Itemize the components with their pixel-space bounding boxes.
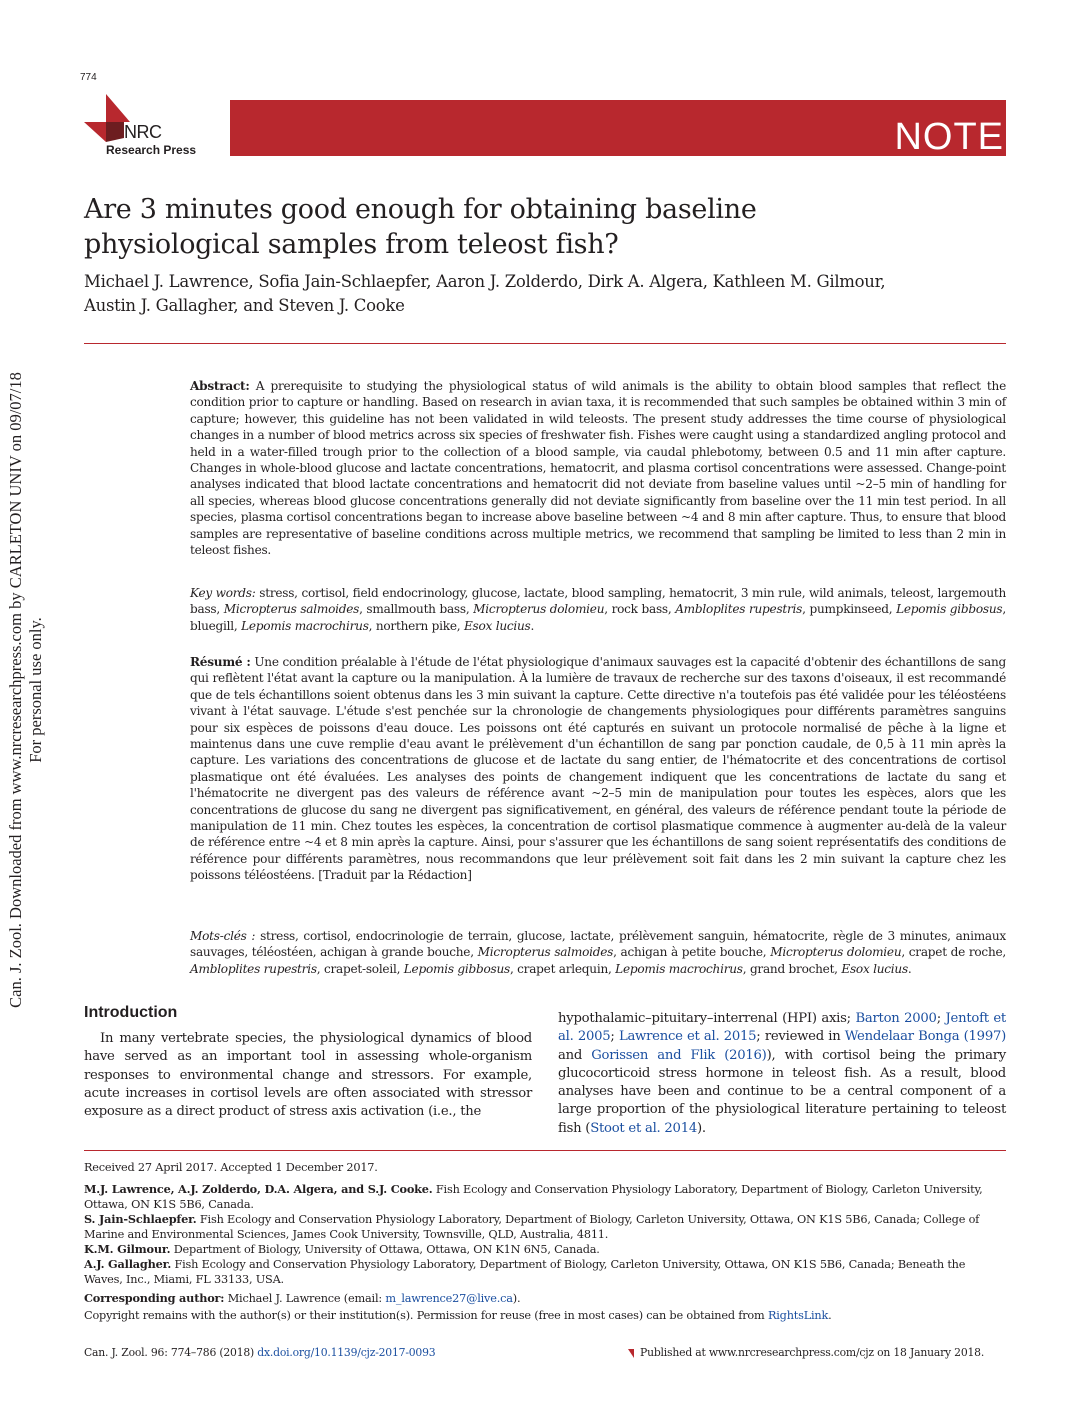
keywords-text: stress, cortisol, field endocrinology, glucose, lactate, blood sampling, hematocrit, 3 min rule, wild animals, teleost, largemouth bass,: [190, 586, 1007, 617]
download-watermark: [6, 340, 50, 1040]
author-list: [84, 270, 1014, 318]
mots-cles-text: , crapet de roche,: [901, 945, 1006, 960]
published-line: [628, 1346, 984, 1359]
mots-cles-text: , crapet-soleil,: [316, 961, 404, 976]
affiliation-names: M.J. Lawrence, A.J. Zolderdo, D.A. Algera, and S.J. Cooke.: [84, 1182, 433, 1196]
mots-cles-text: .: [907, 961, 912, 976]
citation-link[interactable]: Lawrence et al. 2015: [618, 1029, 757, 1045]
citation-link[interactable]: Stoot et al. 2014: [590, 1120, 697, 1136]
authors-line-2: Austin J. Gallagher, and Steven J. Cooke: [84, 296, 405, 315]
page-number: 774: [80, 72, 97, 83]
copyright: [84, 1308, 1004, 1323]
species-name: Esox lucius: [841, 961, 908, 976]
species-name: Micropterus dolomieu: [473, 602, 605, 617]
journal-citation: Can. J. Zool. 96: 774–786 (2018): [84, 1346, 258, 1359]
mots-cles-text: , grand brochet,: [742, 961, 842, 976]
species-name: Ambloplites rupestris: [675, 602, 803, 617]
copyright-text: Copyright remains with the author(s) or their institution(s). Permission for reuse (free in most cases) can be obtained from: [84, 1309, 768, 1322]
intro-text: hypothalamic–pituitary–interrenal (HPI) axis;: [558, 1011, 856, 1026]
abstract-label: Abstract:: [190, 379, 250, 393]
keywords-text: , pumpkinseed,: [802, 602, 897, 617]
affiliation-entry: [84, 1242, 1004, 1257]
species-name: Lepomis macrochirus: [241, 618, 369, 633]
corresponding-author-label: Corresponding author:: [84, 1291, 225, 1305]
resume-label: Résumé :: [190, 655, 251, 669]
mots-cles-text: , crapet arlequin,: [509, 961, 616, 976]
copyright-text: .: [828, 1309, 832, 1322]
keywords-text: , rock bass,: [604, 602, 676, 617]
affiliation-text: Fish Ecology and Conservation Physiology Laboratory, Department of Biology, Carleton University, Ottawa, ON K1S 5B6, Canada.: [84, 1183, 983, 1211]
download-watermark-line-1: Can. J. Zool. Downloaded from www.nrcresearchpress.com by CARLETON UNIV on 09/07/18: [6, 372, 25, 1008]
article-title: [84, 192, 984, 262]
section-heading-introduction: Introduction: [84, 1004, 178, 1021]
species-name: Micropterus salmoides: [223, 602, 360, 617]
species-name: Micropterus salmoides: [477, 945, 614, 960]
footer-divider: [84, 1150, 1006, 1151]
intro-text: ), with cortisol being the primary glucocorticoid stress hormone in teleost fish. As a result, blood analyses have been and continue to be a central component of a large proportion of the physiological literature pertaining to teleost fish (: [558, 1047, 1006, 1136]
citation-line: [84, 1346, 435, 1359]
citation-link[interactable]: Jentoft et al. 2005: [558, 1011, 1006, 1045]
citation-link[interactable]: Gorissen and Flik (2016): [591, 1047, 767, 1063]
affiliation-text: Department of Biology, University of Ottawa, Ottawa, ON K1N 6N5, Canada.: [170, 1243, 600, 1256]
species-name: Lepomis gibbosus: [403, 961, 510, 976]
citation-link[interactable]: Barton 2000: [855, 1011, 937, 1026]
affiliation-entry: [84, 1212, 1004, 1242]
divider: [84, 343, 1006, 344]
title-line-2: physiological samples from teleost fish?: [84, 229, 619, 260]
affiliation-names: S. Jain-Schlaepfer.: [84, 1212, 197, 1226]
received-dates: Received 27 April 2017. Accepted 1 December 2017.: [84, 1161, 378, 1174]
abstract-text: A prerequisite to studying the physiological status of wild animals is the ability to obtain blood samples that reflect the condition prior to capture or handling. Based on research in avian taxa, it is recommended that such samples be obtained within 3 min of capture; however, this guideline has not been validated in wild teleosts. The present study addresses the time course of physiological changes in a number of blood metrics across six species of freshwater fish. Fishes were caught using a standardized angling protocol and held in a water-filled trough prior to the collection of a blood sample, via caudal phlebotomy, between 0.5 and 11 min after capture. Changes in whole-blood glucose and lactate concentrations, hematocrit, and plasma cortisol concentrations were assessed. Change-point analyses indicated that blood lactate concentrations and hematocrit did not deviate from baseline values until ~2–5 min of handling for all species, whereas blood glucose concentrations generally did not deviate significantly from baseline over the 11 min test period. In all species, plasma cortisol concentrations began to increase above baseline between ~4 and 8 min after capture. Thus, to ensure that blood samples are representative of baseline conditions across multiple metrics, we recommend that sampling be limited to less than 2 min in teleost fishes.: [190, 379, 1006, 558]
affiliation-entry: [84, 1182, 1004, 1212]
keywords-label: Key words:: [190, 586, 256, 600]
affiliation-text: Fish Ecology and Conservation Physiology Laboratory, Department of Biology, Carleton University, Ottawa, ON K1S 5B6, Canada; Beneath the Waves, Inc., Miami, FL 33133, USA.: [84, 1258, 966, 1286]
mots-cles-text: , achigan à petite bouche,: [613, 945, 771, 960]
mots-cles-label: Mots-clés :: [190, 929, 256, 943]
keywords-text: , smallmouth bass,: [359, 602, 474, 617]
intro-left-column: [84, 1030, 532, 1121]
affiliation-text: Fish Ecology and Conservation Physiology Laboratory, Department of Biology, Carleton University, Ottawa, ON K1S 5B6, Canada; College of Marine and Environmental Sciences, James Cook University, Townsville, QLD, Australia, 4811.: [84, 1213, 980, 1241]
intro-text: ; reviewed in: [756, 1029, 845, 1045]
affiliation-names: A.J. Gallagher.: [84, 1257, 172, 1271]
intro-text: ;: [610, 1029, 619, 1045]
keywords-text: , bluegill,: [190, 602, 1006, 633]
citation-link[interactable]: Wendelaar Bonga (1997): [844, 1029, 1006, 1045]
corresponding-author-text: Michael J. Lawrence (email:: [224, 1292, 386, 1305]
mots-cles-text: stress, cortisol, endocrinologie de terrain, glucose, lactate, prélèvement sanguin, hématocrite, règle de 3 minutes, animaux sauvages, téléostéen, achigan à grande bouche,: [190, 929, 1006, 960]
species-name: Lepomis macrochirus: [615, 961, 743, 976]
species-name: Lepomis gibbosus: [896, 602, 1003, 617]
doi-link[interactable]: dx.doi.org/10.1139/cjz-2017-0093: [257, 1346, 436, 1359]
intro-text: and: [558, 1047, 592, 1063]
corresponding-author: [84, 1291, 1004, 1306]
intro-right-column: [558, 1010, 1006, 1138]
logo-text-research-press: Research Press: [106, 143, 197, 157]
section-banner: [230, 100, 1006, 156]
authors-line-1: Michael J. Lawrence, Sofia Jain-Schlaepfer, Aaron J. Zolderdo, Dirk A. Algera, Kathleen M. Gilmour,: [84, 272, 886, 291]
section-label: NOTE: [894, 116, 1004, 158]
intro-text: ;: [936, 1011, 946, 1026]
corresponding-author-text: ).: [512, 1292, 521, 1305]
download-watermark-line-2: For personal use only.: [26, 617, 45, 763]
title-line-1: Are 3 minutes good enough for obtaining baseline: [84, 194, 757, 225]
keywords-text: , northern pike,: [368, 618, 464, 633]
resume: [190, 654, 1006, 884]
species-name: Esox lucius: [463, 618, 531, 633]
affiliation-names: K.M. Gilmour.: [84, 1242, 171, 1256]
published-text: Published at www.nrcresearchpress.com/cjz on 18 January 2018.: [640, 1346, 985, 1359]
mots-cles: [190, 928, 1006, 977]
abstract: [190, 378, 1006, 558]
email-link[interactable]: m_lawrence27@live.ca: [385, 1292, 513, 1305]
intro-paragraph: In many vertebrate species, the physiological dynamics of blood have served as an important tool in assessing whole-organism responses to environmental change and stressors. For example, acute increases in cortisol levels are often associated with stressor exposure as a direct product of stress axis activation (i.e., the: [84, 1031, 532, 1120]
species-name: Micropterus dolomieu: [770, 945, 902, 960]
rightslink-link[interactable]: RightsLink: [767, 1309, 829, 1322]
keywords: [190, 585, 1006, 634]
species-name: Ambloplites rupestris: [190, 961, 317, 976]
affiliation-entry: [84, 1257, 1004, 1287]
intro-text: ).: [696, 1120, 706, 1136]
triangle-icon: [628, 1349, 634, 1358]
keywords-text: .: [530, 618, 535, 633]
resume-text: Une condition préalable à l'étude de l'état physiologique d'animaux sauvages est la capacité d'obtenir des échantillons de sang qui reflètent l'état avant la capture ou la manipulation. À la lumière de travaux de recherche sur des taxons d'oiseaux, il est recommandé que de tels échantillons soient obtenus dans les 3 min suivant la capture. Cette directive n'a toutefois pas été validée pour les téléostéens vivant à l'état sauvage. L'étude s'est penchée sur la chronologie de changements physiologiques pour différents paramètres sanguins pour six espèces de poissons d'eau douce. Les poissons ont été capturés en suivant un protocole normalisé de pêche à la ligne et maintenus dans une cuve remplie d'eau avant le prélèvement d'un échantillon de sang par ponction caudale, de 0,5 à 11 min après la capture. Les variations des concentrations de glucose et de lactate du sang entier, de l'hématocrite et des concentrations de cortisol plasmatique ont été évaluées. Les analyses des points de changement indiquent que les concentrations de lactate du sang et l'hématocrite ne divergent pas des valeurs de référence avant ~2–5 min de manipulation pour toutes les espèces, alors que les concentrations de glucose du sang ne divergent pas significativement, en général, des valeurs de référence pendant toute la période de manipulation de 11 min. Chez toutes les espèces, la concentration de cortisol plasmatique commence à augmenter au-delà de la valeur de référence entre ~4 et 8 min après la capture. Ainsi, pour s'assurer que les échantillons de sang soient représentatifs des conditions de référence pour différents paramètres, nous recommandons que leur prélèvement soit fait dans les 2 min suivant la capture chez les poissons téléostéens. [Traduit par la Rédaction]: [190, 655, 1006, 883]
logo-text-nrc: NRC: [124, 122, 162, 142]
affiliations: [84, 1182, 1004, 1323]
